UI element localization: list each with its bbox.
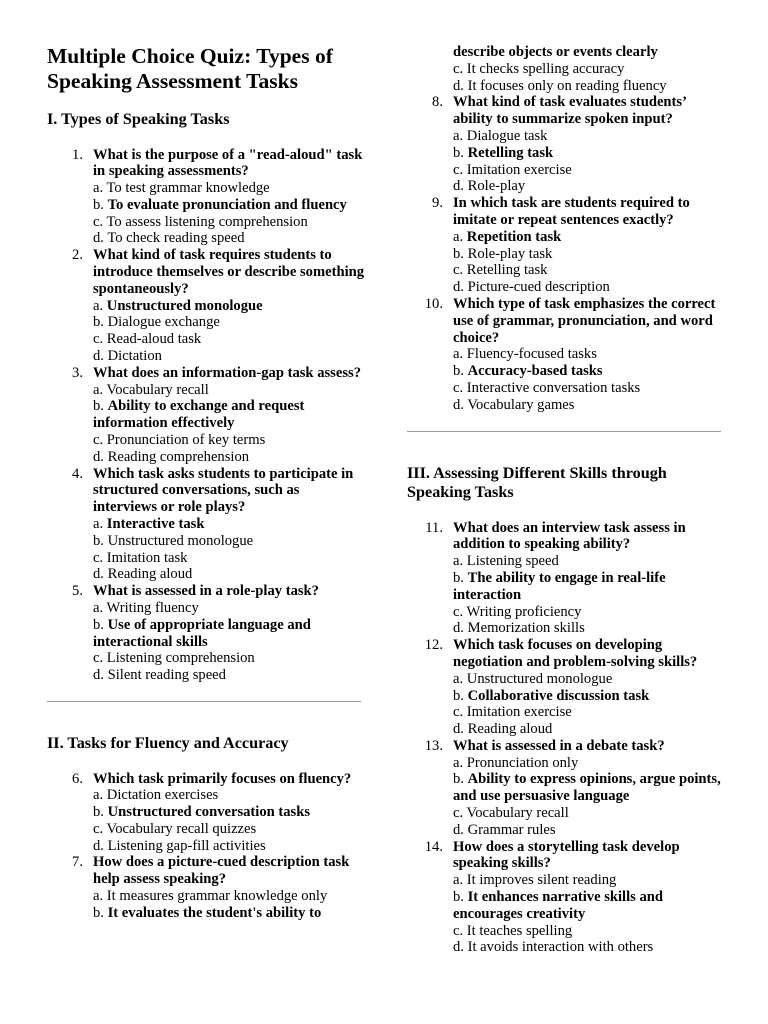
option-d: d. Vocabulary games [453,396,575,413]
question-11 [407,520,727,638]
option-c: c. To assess listening comprehension [93,213,308,230]
option-b-correct: b. It evaluates the student's ability to [93,904,322,921]
option-d: d. Listening gap-fill activities [93,837,266,854]
option-b-correct: b. Retelling task [453,144,554,161]
option-d: d. Grammar rules [453,821,556,838]
question-number: 4. [72,465,83,482]
option-d: d. Silent reading speed [93,667,226,684]
option-b-correct: b. The ability to engage in real-life interaction [453,569,666,603]
option-b: b. Role-play task [453,245,553,262]
option-d: d. Reading comprehension [93,448,250,465]
question-5 [47,583,367,684]
question-14 [407,839,727,957]
section-heading-1: I. Types of Speaking Tasks [47,110,230,128]
question-9 [407,195,727,296]
question-text: What kind of task evaluates students’ ability to summarize spoken input? [453,94,686,128]
question-7 [47,854,367,921]
option-a: a. Writing fluency [93,600,199,617]
option-c: c. Listening comprehension [93,650,255,667]
option-a: a. It improves silent reading [453,872,617,889]
question-number: 6. [72,770,83,787]
option-c: c. Interactive conversation tasks [453,379,641,396]
question-list-section-1 [47,147,367,685]
option-b-correct: b. Unstructured conversation tasks [93,804,311,821]
option-b-correct: b. Collaborative discussion task [453,687,650,704]
option-c: c. Pronunciation of key terms [93,432,266,449]
question-number: 8. [432,94,443,111]
option-d: d. Dictation [93,348,162,365]
question-number: 13. [424,737,443,754]
question-4 [47,466,367,584]
option-d: d. It focuses only on reading fluency [453,77,667,94]
question-number: 11. [425,519,443,536]
option-d: d. To check reading speed [93,230,245,247]
question-number: 9. [432,195,443,212]
question-12 [407,637,727,738]
question-text: What does an information-gap task assess? [93,364,361,381]
question-8 [407,94,727,195]
question-text: What is the purpose of a "read-aloud" task in speaking assessments? [93,146,363,180]
option-c: c. Read-aloud task [93,331,202,348]
section-divider [47,701,361,702]
option-a-correct: a. Unstructured monologue [93,297,263,314]
question-6 [47,771,367,855]
option-c: c. Imitation task [93,549,188,566]
question-number: 7. [72,854,83,871]
option-c: c. It checks spelling accuracy [453,60,625,77]
question-number: 14. [424,838,443,855]
option-b-correct: b. To evaluate pronunciation and fluency [93,196,347,213]
question-13 [407,738,727,839]
question-list-section-2 [47,771,367,922]
option-a-correct: a. Interactive task [93,516,205,533]
option-c: c. Vocabulary recall quizzes [93,820,257,837]
option-a: a. Fluency-focused tasks [453,346,597,363]
option-a: a. Vocabulary recall [93,381,209,398]
question-3 [47,365,367,466]
question-number: 2. [72,247,83,264]
option-b: b. Unstructured monologue [93,532,254,549]
option-d: d. Reading aloud [453,721,553,738]
option-d: d. Memorization skills [453,620,585,637]
question-1 [47,147,367,248]
question-7-continued [407,0,727,94]
option-a: a. Dictation exercises [93,787,219,804]
option-d: d. Picture-cued description [453,279,610,296]
option-a: a. Pronunciation only [453,754,579,771]
option-a: a. To test grammar knowledge [93,180,270,197]
option-a: a. It measures grammar knowledge only [93,888,328,905]
section-heading-3: III. Assessing Different Skills through Speaking Tasks [407,463,667,502]
option-b-correct: b. Ability to express opinions, argue points, and use persuasive language [453,771,721,805]
option-b-correct-continued: describe objects or events clearly [453,44,658,60]
question-number: 12. [424,637,443,654]
option-a: a. Unstructured monologue [453,670,613,687]
left-column [47,0,367,922]
option-a: a. Dialogue task [453,127,548,144]
option-c: c. Writing proficiency [453,603,582,620]
question-number: 1. [72,146,83,163]
option-b-correct: b. Ability to exchange and request information effectively [93,398,305,432]
question-number: 3. [72,364,83,381]
question-number: 10. [424,295,443,312]
question-number: 5. [72,583,83,600]
question-text: What does an interview task assess in addition to speaking ability? [453,519,686,553]
question-text: Which task asks students to participate in structured conversations, such as interviews or role plays? [93,465,354,516]
question-10 [407,296,727,414]
question-text: What is assessed in a role-play task? [93,583,319,600]
section-divider [407,431,721,432]
question-list-section-3 [407,520,727,957]
option-a: a. Listening speed [453,553,559,570]
question-text: What kind of task requires students to introduce themselves or describe something spontaneously? [93,247,365,297]
option-b: b. Dialogue exchange [93,314,220,331]
option-a-correct: a. Repetition task [453,228,562,245]
question-text: Which task primarily focuses on fluency? [93,770,352,787]
question-text: How does a storytelling task develop speaking skills? [453,838,680,872]
option-c: c. It teaches spelling [453,922,573,939]
question-list-section-2-continued [407,94,727,413]
option-c: c. Retelling task [453,262,548,279]
option-d: d. Role-play [453,178,526,195]
question-text: What is assessed in a debate task? [453,737,665,754]
option-b-correct: b. Use of appropriate language and interactional skills [93,616,311,650]
option-c: c. Imitation exercise [453,704,572,721]
section-heading-2: II. Tasks for Fluency and Accuracy [47,734,289,752]
question-text: How does a picture-cued description task help assess speaking? [93,854,350,888]
document-title: Multiple Choice Quiz: Types of Speaking Assessment Tasks [47,44,333,93]
option-d: d. It avoids interaction with others [453,939,654,956]
question-2 [47,247,367,365]
question-text: Which task focuses on developing negotiation and problem-solving skills? [453,637,698,670]
right-column [407,0,727,956]
question-text: In which task are students required to imitate or repeat sentences exactly? [453,195,690,228]
option-b-correct: b. Accuracy-based tasks [453,363,603,380]
option-b-correct: b. It enhances narrative skills and encourages creativity [453,889,664,922]
option-d: d. Reading aloud [93,566,193,583]
option-c: c. Vocabulary recall [453,805,569,822]
option-c: c. Imitation exercise [453,161,572,178]
question-text: Which type of task emphasizes the correct use of grammar, pronunciation, and word choice? [453,295,716,346]
